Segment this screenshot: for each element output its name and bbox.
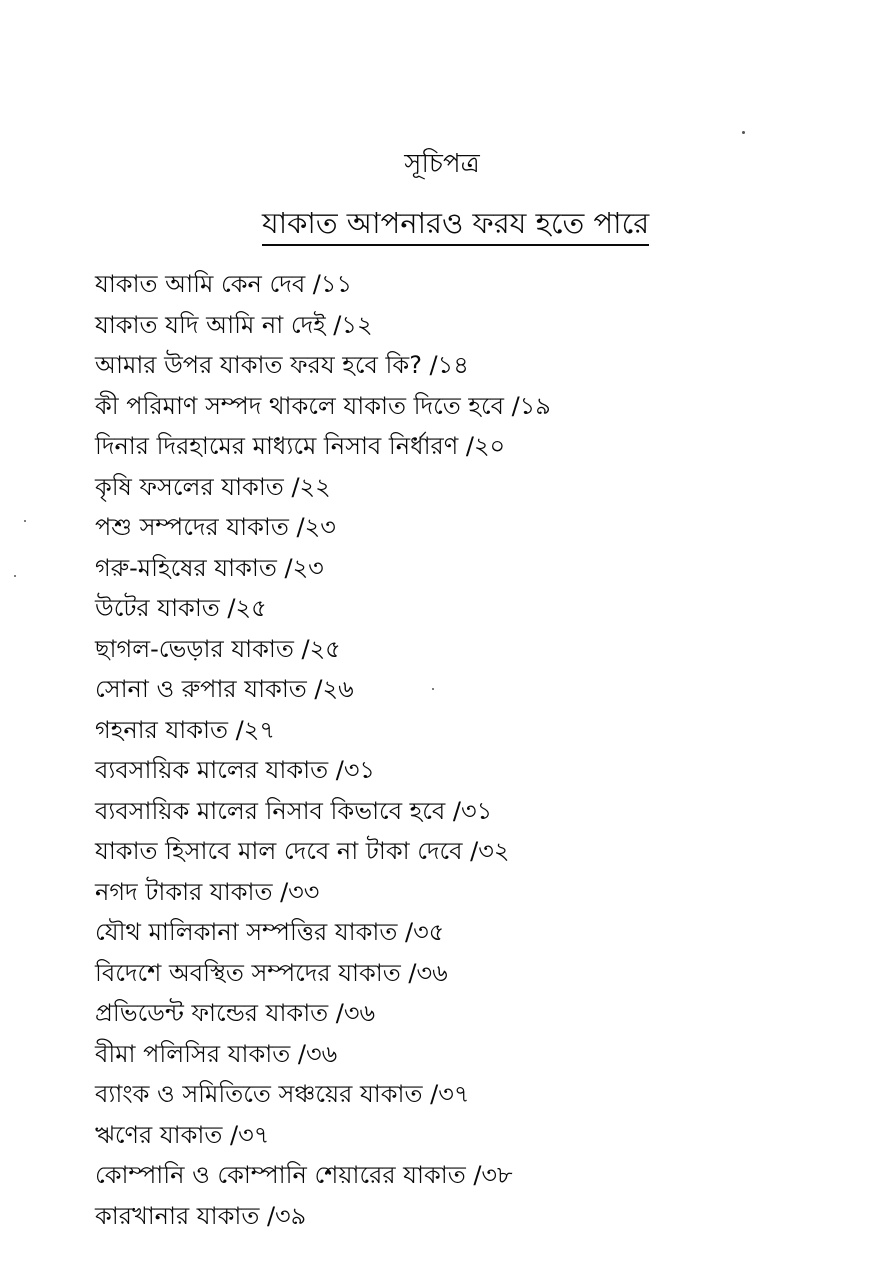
toc-entry: কী পরিমাণ সম্পদ থাকলে যাকাত দিতে হবে /১৯ <box>95 391 551 420</box>
toc-entry: পশু সম্পদের যাকাত /২৩ <box>95 513 336 541</box>
toc-entry: ব্যাংক ও সমিতিতে সঞ্চয়ের যাকাত /৩৭ <box>95 1080 470 1108</box>
scan-speck <box>432 688 434 690</box>
toc-entry: যাকাত আমি কেন দেব /১১ <box>95 270 353 298</box>
toc-entry: আমার উপর যাকাত ফরয হবে কি? /১৪ <box>95 351 469 379</box>
toc-entry: গরু-মহিষের যাকাত /২৩ <box>95 553 324 582</box>
toc-entry: ব্যবসায়িক মালের নিসাব কিভাবে হবে /৩১ <box>95 796 493 825</box>
toc-entry: ঋণের যাকাত /৩৭ <box>95 1120 270 1149</box>
section-title: যাকাত আপনারও ফরয হতে পারে <box>262 203 649 246</box>
toc-entry: কৃষি ফসলের যাকাত /২২ <box>95 472 331 501</box>
toc-entry-list <box>95 264 835 1236</box>
toc-heading: সূচিপত্র <box>404 149 480 179</box>
toc-entry: বীমা পলিসির যাকাত /৩৬ <box>95 1039 338 1068</box>
scan-speck <box>14 575 16 577</box>
toc-entry: উটের যাকাত /২৫ <box>95 594 267 622</box>
scan-speck <box>742 131 745 134</box>
toc-entry: যাকাত যদি আমি না দেই /১২ <box>95 310 373 339</box>
toc-entry: কারখানার যাকাত /৩৯ <box>95 1201 307 1230</box>
toc-entry: ব্যবসায়িক মালের যাকাত /৩১ <box>95 756 375 784</box>
toc-entry: দিনার দিরহামের মাধ্যমে নিসাব নির্ধারণ /২০ <box>95 432 506 460</box>
toc-entry: কোম্পানি ও কোম্পানি শেয়ারের যাকাত /৩৮ <box>95 1161 513 1189</box>
toc-entry: নগদ টাকার যাকাত /৩৩ <box>95 877 320 906</box>
toc-entry: যাকাত হিসাবে মাল দেবে না টাকা দেবে /৩২ <box>95 837 510 865</box>
toc-entry: ছাগল-ভেড়ার যাকাত /২৫ <box>95 634 341 663</box>
toc-entry: প্রভিডেন্ট ফান্ডের যাকাত /৩৬ <box>95 999 376 1027</box>
toc-entry: যৌথ মালিকানা সম্পত্তির যাকাত /৩৫ <box>95 918 445 946</box>
toc-entry: গহনার যাকাত /২৭ <box>95 715 275 744</box>
scan-speck <box>24 520 26 522</box>
toc-entry: বিদেশে অবস্থিত সম্পদের যাকাত /৩৬ <box>95 958 448 987</box>
toc-entry: সোনা ও রুপার যাকাত /২৬ <box>95 675 354 703</box>
